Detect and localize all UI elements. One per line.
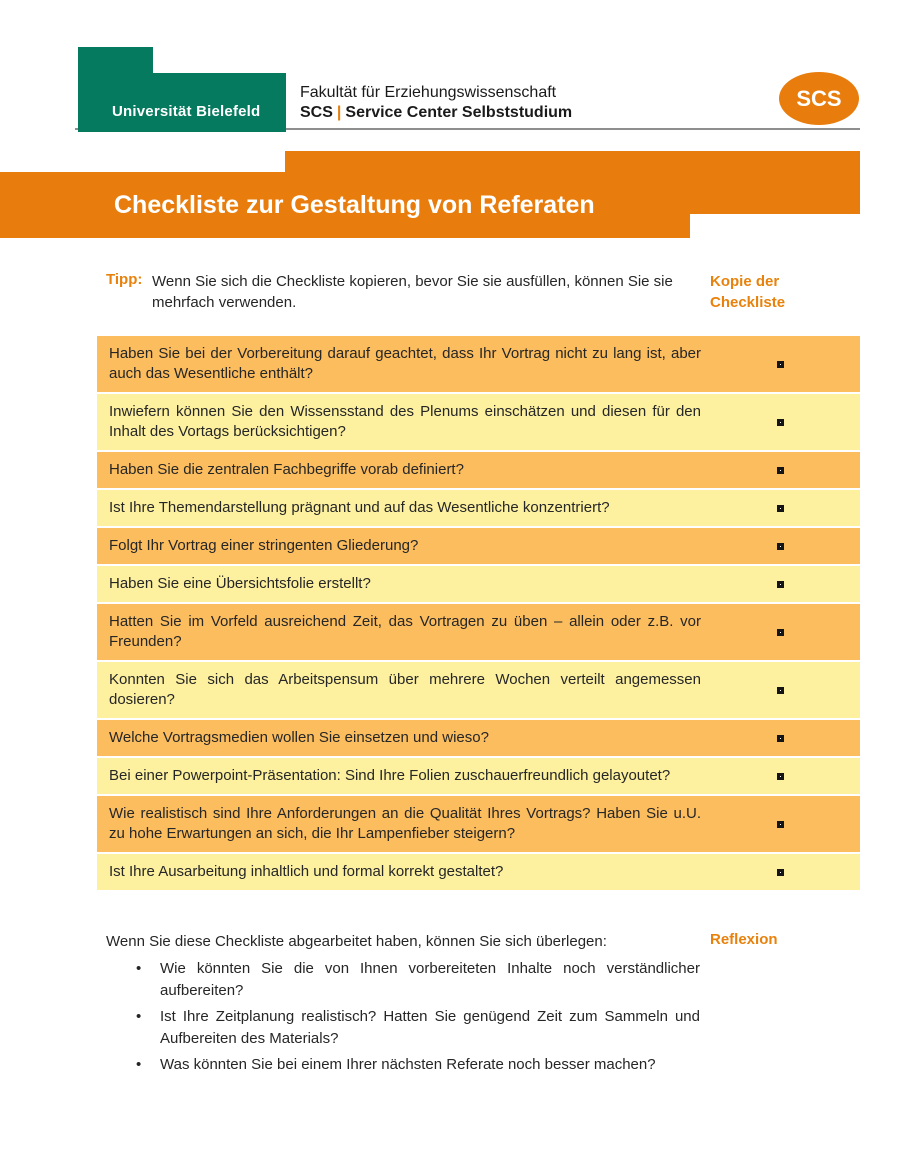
reflection-text: Wie könnten Sie die von Ihnen vorbereiteten Inhalte noch verständlicher aufbereiten? <box>160 960 700 999</box>
reflection-text: Was könnten Sie bei einem Ihrer nächsten Referate noch besser machen? <box>160 1056 656 1073</box>
scs-logo <box>779 72 859 125</box>
scs-logo-text: SCS <box>796 85 842 111</box>
checklist-row <box>97 336 860 392</box>
checkbox[interactable] <box>777 543 784 550</box>
checklist-question: Ist Ihre Themendarstellung prägnant und auf das Wesentliche konzentriert? <box>109 499 610 516</box>
checklist-row <box>97 720 860 756</box>
service-center-label: Service Center Selbststudium <box>345 104 573 121</box>
checklist-question: Bei einer Powerpoint-Präsentation: Sind Ihre Folien zuschauerfreundlich gelayoutet? <box>109 767 671 784</box>
checkbox[interactable] <box>777 361 784 368</box>
checklist-row <box>97 490 860 526</box>
faculty-name: Fakultät für Erziehungswissenschaft <box>300 84 557 101</box>
checkbox-cell <box>701 629 860 636</box>
bullet-icon: • <box>136 960 142 977</box>
checklist-row <box>97 758 860 794</box>
checklist-row <box>97 604 860 660</box>
checkbox[interactable] <box>777 821 784 828</box>
checkbox-cell <box>701 543 860 550</box>
side-note-copy: Kopie der Checkliste <box>710 273 786 311</box>
checkbox-cell <box>701 467 860 474</box>
reflection-item <box>130 958 700 1002</box>
separator-bar: | <box>336 104 342 121</box>
checkbox[interactable] <box>777 687 784 694</box>
checklist-question: Ist Ihre Ausarbeitung inhaltlich und formal korrekt gestaltet? <box>109 863 504 880</box>
reflection-list <box>130 958 702 1080</box>
service-center-name <box>300 104 572 122</box>
checkbox-cell <box>701 735 860 742</box>
checklist-question: Inwiefern können Sie den Wissensstand des Plenums einschätzen und diesen für den Inhalt des Vortags berücksichtigen? <box>109 403 701 440</box>
bullet-icon: • <box>136 1008 142 1025</box>
checkbox[interactable] <box>777 773 784 780</box>
checklist-row <box>97 796 860 852</box>
checkbox-cell <box>701 687 860 694</box>
tip-text: Wenn Sie sich die Checkliste kopieren, bevor Sie sie ausfüllen, können Sie sie mehrfach verwenden. <box>152 273 673 311</box>
checklist-row <box>97 394 860 450</box>
checklist-row <box>97 452 860 488</box>
checklist-question: Hatten Sie im Vorfeld ausreichend Zeit, das Vortragen zu üben – allein oder z.B. vor Freunden? <box>109 613 701 650</box>
checklist-question: Welche Vortragsmedien wollen Sie einsetzen und wieso? <box>109 729 489 746</box>
checklist-question: Wie realistisch sind Ihre Anforderungen an die Qualität Ihres Vortrags? Haben Sie u.U. zu hohe Erwartungen an sich, die Ihr Lampenfieber steigern? <box>109 805 701 842</box>
checkbox[interactable] <box>777 629 784 636</box>
reflection-item <box>130 1006 700 1050</box>
checkbox-cell <box>701 581 860 588</box>
reflection-item <box>130 1054 700 1076</box>
side-note-reflexion: Reflexion <box>710 931 778 948</box>
checkbox-cell <box>701 773 860 780</box>
checkbox-cell <box>701 869 860 876</box>
checklist-row <box>97 854 860 890</box>
reflection-intro: Wenn Sie diese Checkliste abgearbeitet haben, können Sie sich überlegen: <box>106 933 607 950</box>
tip-label: Tipp: <box>106 271 143 288</box>
page-title: Checkliste zur Gestaltung von Referaten <box>114 191 595 219</box>
checklist-question: Haben Sie eine Übersichtsfolie erstellt? <box>109 575 371 592</box>
scs-abbreviation: SCS <box>300 104 333 121</box>
checklist-question: Konnten Sie sich das Arbeitspensum über mehrere Wochen verteilt angemessen dosieren? <box>109 671 701 708</box>
checklist-row <box>97 566 860 602</box>
checkbox[interactable] <box>777 505 784 512</box>
checklist-question: Haben Sie bei der Vorbereitung darauf geachtet, dass Ihr Vortrag nicht zu lang ist, aber auch das Wesentliche enthält? <box>109 345 701 382</box>
checkbox-cell <box>701 419 860 426</box>
title-banner <box>0 172 690 238</box>
checklist-table <box>97 336 860 892</box>
university-logo <box>78 47 153 75</box>
checkbox-cell <box>701 361 860 368</box>
checkbox[interactable] <box>777 581 784 588</box>
bullet-icon: • <box>136 1056 142 1073</box>
university-logo-text: Universität Bielefeld <box>112 103 261 120</box>
reflection-text: Ist Ihre Zeitplanung realistisch? Hatten Sie genügend Zeit zum Sammeln und Aufbereiten des Materials? <box>160 1008 700 1047</box>
checkbox[interactable] <box>777 419 784 426</box>
checkbox-cell <box>701 821 860 828</box>
checklist-question: Folgt Ihr Vortrag einer stringenten Gliederung? <box>109 537 419 554</box>
checklist-row <box>97 662 860 718</box>
checklist-row <box>97 528 860 564</box>
checkbox[interactable] <box>777 467 784 474</box>
checkbox-cell <box>701 505 860 512</box>
checkbox[interactable] <box>777 869 784 876</box>
checkbox[interactable] <box>777 735 784 742</box>
checklist-question: Haben Sie die zentralen Fachbegriffe vorab definiert? <box>109 461 464 478</box>
